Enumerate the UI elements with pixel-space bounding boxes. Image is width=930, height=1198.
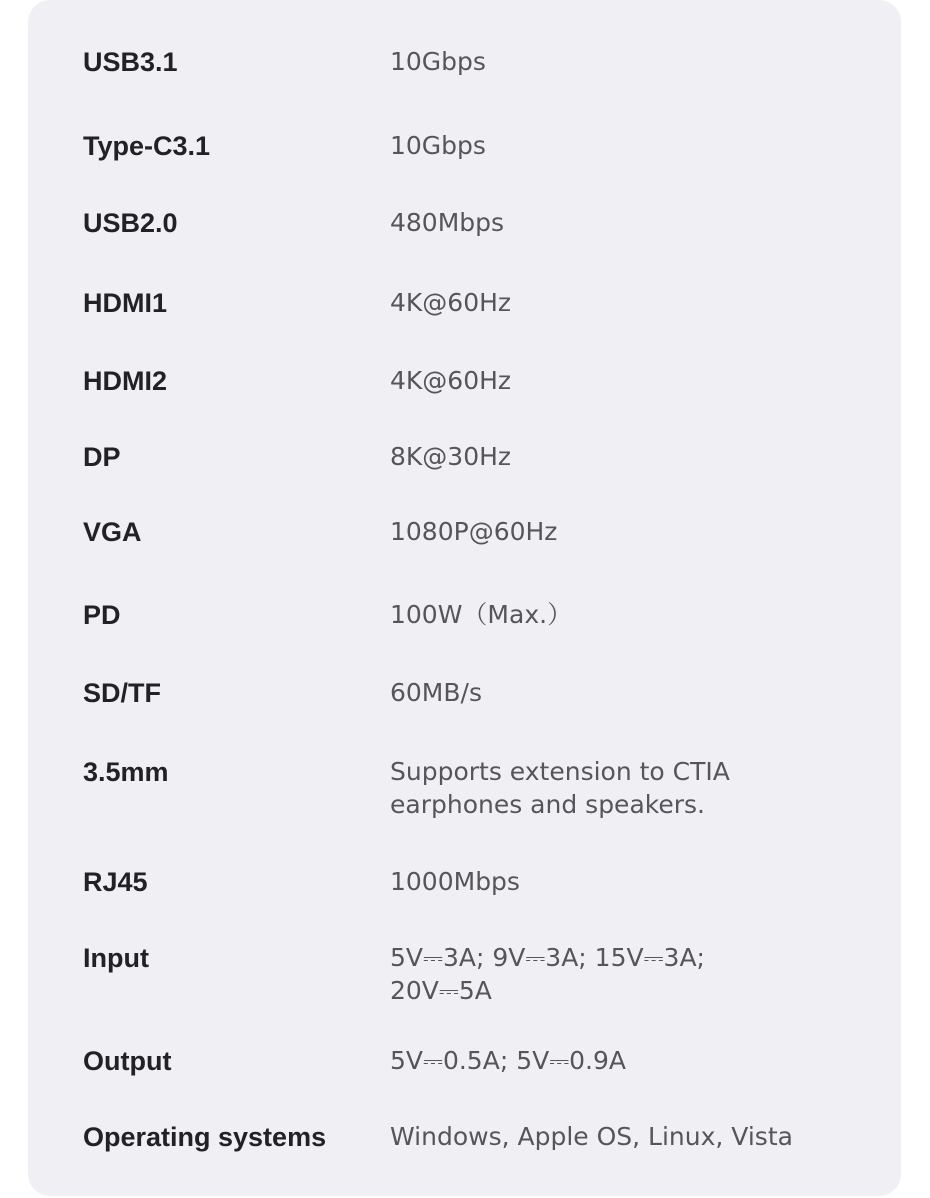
spec-value: 5V⎓0.5A; 5V⎓0.9A (390, 1046, 627, 1075)
spec-label: HDMI1 (83, 288, 168, 318)
spec-value: 4K@60Hz (390, 288, 512, 317)
spec-label: PD (83, 600, 121, 630)
spec-label: RJ45 (83, 867, 148, 897)
spec-value: 480Mbps (390, 208, 505, 237)
spec-label: Output (83, 1046, 172, 1076)
spec-label: HDMI2 (83, 366, 168, 396)
spec-value: 1000Mbps (390, 867, 520, 896)
spec-label: SD/TF (83, 678, 161, 708)
spec-value: Windows, Apple OS, Linux, Vista (390, 1122, 793, 1151)
spec-value: 100W（Max.） (390, 600, 573, 629)
spec-value: 60MB/s (390, 678, 482, 707)
spec-label: 3.5mm (83, 757, 169, 787)
spec-value: 5V⎓3A; 9V⎓3A; 15V⎓3A; 20V⎓5A (390, 943, 705, 1005)
spec-card (28, 0, 901, 1196)
spec-label: DP (83, 442, 121, 472)
spec-label: USB2.0 (83, 208, 178, 238)
spec-label: Operating systems (83, 1122, 327, 1152)
spec-label: Input (83, 943, 149, 973)
spec-label: Type-C3.1 (83, 131, 211, 161)
spec-value: 10Gbps (390, 47, 486, 76)
spec-value: 8K@30Hz (390, 442, 512, 471)
spec-label: VGA (83, 517, 142, 547)
spec-value: 10Gbps (390, 131, 486, 160)
spec-label: USB3.1 (83, 47, 178, 77)
spec-value: Supports extension to CTIA earphones and speakers. (390, 757, 730, 819)
spec-value: 4K@60Hz (390, 366, 512, 395)
spec-value: 1080P@60Hz (390, 517, 558, 546)
